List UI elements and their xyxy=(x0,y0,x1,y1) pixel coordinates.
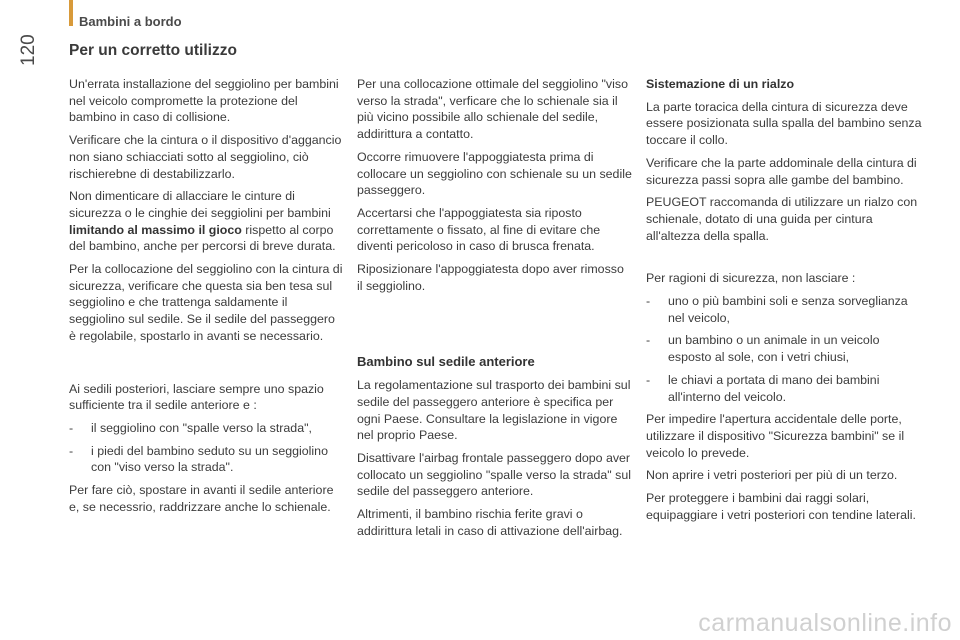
paragraph-text: Non dimenticare di allacciare le cinture di sicurezza o le cinghie dei seggiolini per bambini xyxy=(69,189,331,220)
paragraph: Per ragioni di sicurezza, non lasciare : xyxy=(646,271,856,286)
paragraph: Per proteggere i bambini dai raggi solari, equipaggiare i vetri posteriori con tendine laterali. xyxy=(646,491,916,522)
list-item xyxy=(646,372,922,405)
bullet-marker: - xyxy=(69,420,74,435)
paragraph xyxy=(69,188,345,255)
list-item-text: le chiavi a portata di mano dei bambini all'interno del veicolo. xyxy=(668,372,880,404)
page-number: 120 xyxy=(18,34,39,66)
paragraph: Per fare ciò, spostare in avanti il sedile anteriore e, se necessrio, raddrizzare anche lo schienale. xyxy=(69,483,334,514)
list-item-text: un bambino o un animale in un veicolo esposto al sole, con i vetri chiusi, xyxy=(668,333,880,365)
paragraph: La parte toracica della cintura di sicurezza deve essere posizionata sulla spalla del bambino senza toccare il collo. xyxy=(646,99,922,148)
list-item xyxy=(646,332,922,365)
bullet-marker: - xyxy=(646,294,651,309)
paragraph: Disattivare l'airbag frontale passeggero dopo aver collocato un seggiolino "spalle verso la strada" sul sedile del passeggero anteriore. xyxy=(357,450,631,499)
paragraph: Riposizionare l'appoggiatesta dopo aver rimosso il seggiolino. xyxy=(357,262,624,293)
list-item-text: i piedi del bambino seduto su un seggiolino con "viso verso la strada". xyxy=(91,443,328,475)
paragraph: Non aprire i vetri posteriori per più di un terzo. xyxy=(646,468,898,483)
list-item xyxy=(646,293,922,326)
subsection-heading: Bambino sul sedile anteriore xyxy=(357,354,535,370)
watermark: carmanualsonline.info xyxy=(698,609,952,637)
paragraph: PEUGEOT raccomanda di utilizzare un rialzo con schienale, dotato di una guida per cintura all'altezza della spalla. xyxy=(646,195,918,243)
paragraph: Accertarsi che l'appoggiatesta sia riposto correttamente o fissato, al fine di evitare che diventi pericoloso in caso di brusca frenata. xyxy=(357,205,601,254)
paragraph: Un'errata installazione del seggiolino per bambini nel veicolo compromette la protezione del bambino in caso di collisione. xyxy=(69,77,339,125)
section-accent-bar xyxy=(69,0,73,26)
paragraph: Altrimenti, il bambino rischia ferite gravi o addirittura letali in caso di attivazione dell'airbag. xyxy=(357,507,623,538)
bold-text: limitando al massimo il gioco xyxy=(69,222,242,237)
column-3 xyxy=(646,76,922,529)
bullet-marker: - xyxy=(646,333,651,348)
column-2 xyxy=(357,76,632,545)
paragraph: Verificare che la parte addominale della cintura di sicurezza passi sopra alle gambe del bambino. xyxy=(646,155,917,187)
section-title: Bambini a bordo xyxy=(79,14,182,29)
column-1 xyxy=(69,76,345,521)
paragraph: Occorre rimuovere l'appoggiatesta prima di collocare un seggiolino con schienale su un sedile passeggero. xyxy=(357,149,632,198)
paragraph: Per la collocazione del seggiolino con la cintura di sicurezza, verificare che questa sia ben tesa sul seggiolino e che trattenga saldamente il seggiolino sul sedile. Se il sedile del passeggero è regolabile, spostarlo in avanti se necessario. xyxy=(69,262,343,343)
list-item xyxy=(69,420,345,437)
list-item-text: il seggiolino con "spalle verso la strada", xyxy=(91,420,312,435)
paragraph: Verificare che la cintura o il dispositivo d'aggancio non siano schiacciati sotto al seggiolino, ciò rischierebne di destabilizzarlo. xyxy=(69,133,342,181)
paragraph: Ai sedili posteriori, lasciare sempre uno spazio sufficiente tra il sedile anteriore e : xyxy=(69,381,324,413)
paragraph: Per una collocazione ottimale del seggiolino "viso verso la strada", verficare che lo schienale sia il più vicino possibile allo schienale del sedile, addirittura a contatto. xyxy=(357,77,628,142)
list-item xyxy=(69,443,345,476)
bullet-marker: - xyxy=(69,443,74,458)
subsection-heading: Sistemazione di un rialzo xyxy=(646,77,795,91)
bullet-marker: - xyxy=(646,372,651,387)
page-title: Per un corretto utilizzo xyxy=(69,42,237,59)
paragraph-text: rispetto al corpo del bambino, anche per percorsi di breve durata. xyxy=(69,222,336,254)
list-item-text: uno o più bambini soli e senza sorveglianza nel veicolo, xyxy=(668,294,908,325)
paragraph: La regolamentazione sul trasporto dei bambini sul sedile del passeggero anteriore è specifica per ogni Paese. Consultare la legislazione in vigore nel proprio Paese. xyxy=(357,378,631,443)
paragraph: Per impedire l'apertura accidentale delle porte, utilizzare il dispositivo "Sicurezza bambini" se il veicolo lo prevede. xyxy=(646,412,905,460)
